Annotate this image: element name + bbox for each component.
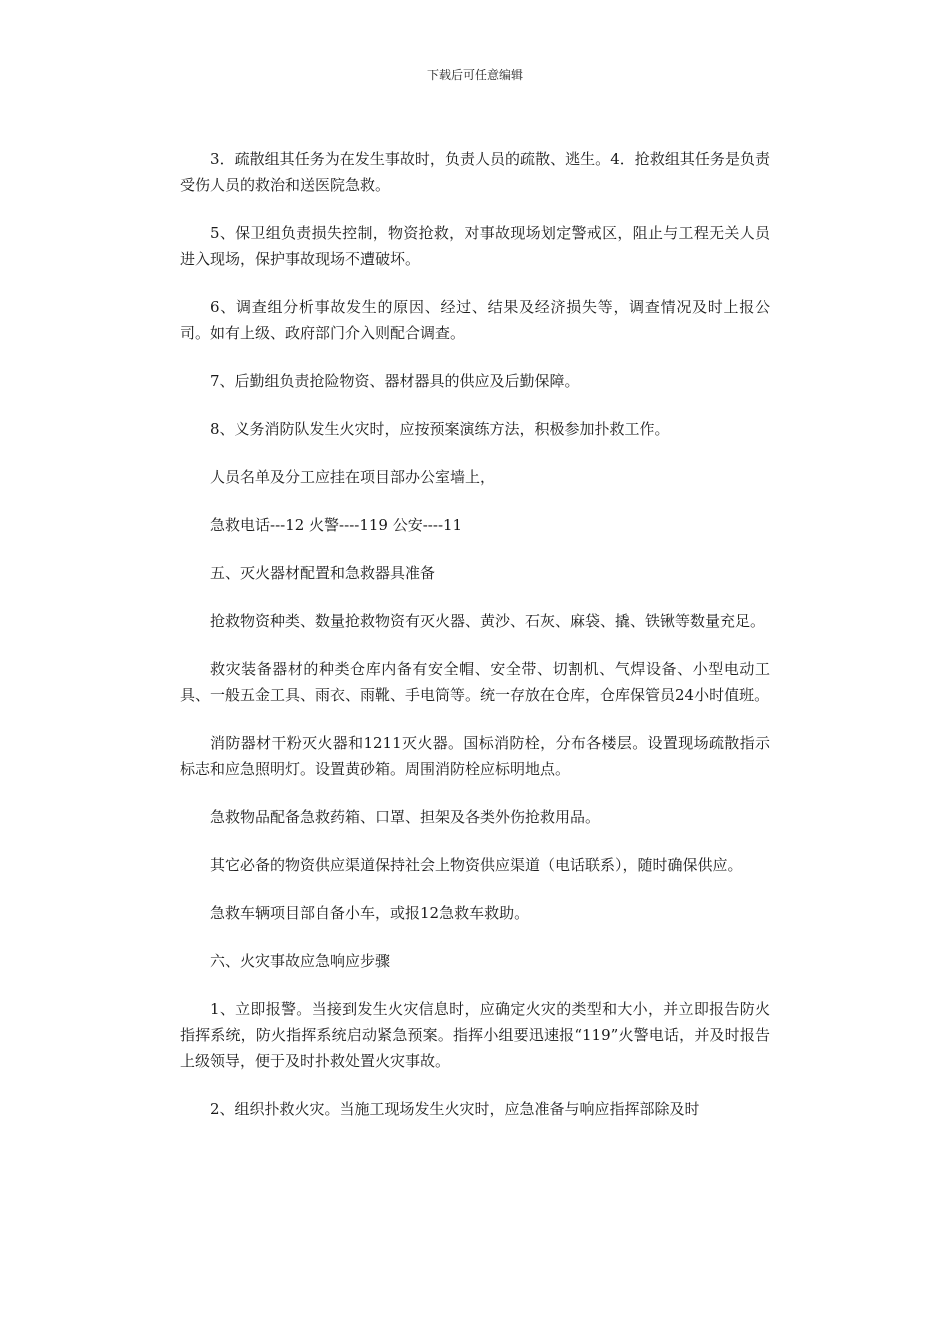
paragraph-ambulance: 急救车辆项目部自备小车，或报12急救车救助。 [210,904,530,922]
paragraph-first-aid: 急救物品配备急救药箱、口罩、担架及各类外伤抢救用品。 [210,808,601,826]
document-body [180,146,770,1144]
section-heading-response-steps: 六、火灾事故应急响应步骤 [210,952,391,970]
paragraph-investigation-group: 6、调查组分析事故发生的原因、经过、结果及经济损失等，调查情况及时上报公司。如有上级、政府部门介入则配合调查。 [180,298,770,342]
paragraph-fire-brigade: 8、义务消防队发生火灾时，应按预案演练方法，积极参加扑救工作。 [210,420,670,438]
page-header: 下载后可任意编辑 [426,68,523,82]
paragraph-disaster-equipment: 救灾装备器材的种类仓库内备有安全帽、安全带、切割机、气焊设备、小型电动工具、一般五金工具、雨衣、雨靴、手电筒等。统一存放在仓库，仓库保管员24小时值班。 [180,660,770,704]
paragraph-supply-channels: 其它必备的物资供应渠道保持社会上物资供应渠道（电话联系），随时确保供应。 [210,856,743,874]
section-heading-equipment: 五、灭火器材配置和急救器具准备 [210,564,436,582]
paragraph-rescue-supplies: 抢救物资种类、数量抢救物资有灭火器、黄沙、石灰、麻袋、撬、铁锹等数量充足。 [210,612,766,630]
paragraph-logistics-group: 7、后勤组负责抢险物资、器材器具的供应及后勤保障。 [210,372,580,390]
paragraph-firefighting-step: 2、组织扑救火灾。当施工现场发生火灾时，应急准备与响应指挥部除及时 [210,1100,700,1118]
paragraph-fire-equipment: 消防器材干粉灭火器和1211灭火器。国标消防栓，分布各楼层。设置现场疏散指示标志和应急照明灯。设置黄砂箱。周围消防栓应标明地点。 [180,734,770,778]
paragraph-security-group: 5、保卫组负责损失控制，物资抢救，对事故现场划定警戒区，阻止与工程无关人员进入现场，保护事故现场不遭破坏。 [180,224,770,268]
paragraph-evacuation-rescue: 3．疏散组其任务为在发生事故时，负责人员的疏散、逃生。4．抢救组其任务是负责受伤人员的救治和送医院急救。 [180,150,770,194]
paragraph-alarm-step: 1、立即报警。当接到发生火灾信息时，应确定火灾的类型和大小，并立即报告防火指挥系统，防火指挥系统启动紧急预案。指挥小组要迅速报“119”火警电话，并及时报告上级领导，便于及时扑救处置火灾事故。 [180,1000,770,1070]
paragraph-emergency-phones: 急救电话---12 火警----119 公安----11 [210,516,463,534]
paragraph-personnel-list: 人员名单及分工应挂在项目部办公室墙上， [210,468,496,486]
